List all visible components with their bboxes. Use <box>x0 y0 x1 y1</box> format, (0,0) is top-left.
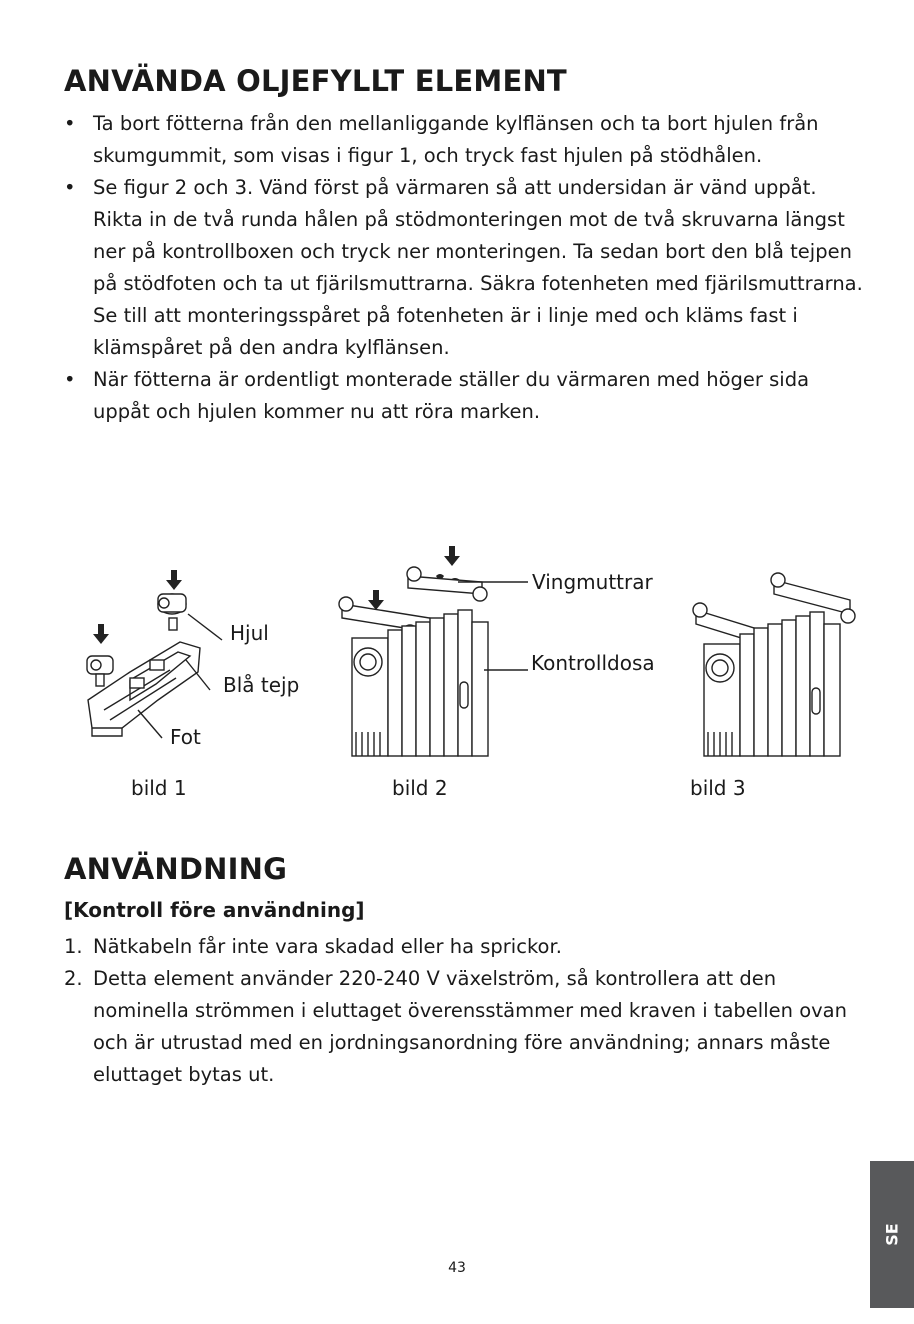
label-blue-tape: Blå tejp <box>223 673 300 697</box>
figure-2-heater-illustration <box>332 542 532 758</box>
down-arrow-icon <box>93 624 109 644</box>
list-item-text: Nätkabeln får inte vara skadad eller ha sprickor. <box>93 935 562 958</box>
heater-fins <box>704 612 840 756</box>
bullet-mark: • <box>64 368 76 391</box>
list-item <box>64 172 864 364</box>
section-title-using: ANVÄNDA OLJEFYLLT ELEMENT <box>64 64 567 98</box>
bullet-mark: • <box>64 176 76 199</box>
list-number: 1. <box>64 935 83 958</box>
list-item <box>64 364 864 428</box>
list-item-text: Se figur 2 och 3. Vänd först på värmaren så att undersidan är vänd uppåt. Rikta in de två runda hålen på stödmonteringen mot de två skruvarna längst ner på kontrollboxen och tryck ner monteringen. Ta sedan bort den blå tejpen på stödfoten och ta ut fjärilsmuttrarna. Säkra fotenheten med fjärilsmuttrarna. Se till att monteringsspåret på fotenheten är i linje med och kläms fast i klämspåret på den andra kylflänsen. <box>93 176 863 359</box>
list-item <box>64 931 864 963</box>
figure-3-caption: bild 3 <box>690 776 746 800</box>
list-item-text: Ta bort fötterna från den mellanliggande kylflänsen och ta bort hjulen från skumgummit, som visas i figur 1, och tryck fast hjulen på stödhålen. <box>93 112 819 167</box>
numbered-list <box>64 931 864 1091</box>
label-wing-nuts: Vingmuttrar <box>532 570 653 594</box>
figure-2-caption: bild 2 <box>392 776 448 800</box>
list-number: 2. <box>64 967 83 990</box>
list-item-text: När fötterna är ordentligt monterade ställer du värmaren med höger sida uppåt och hjulen kommer nu att röra marken. <box>93 368 810 423</box>
wheel-part <box>158 594 186 630</box>
list-item <box>64 108 864 172</box>
label-foot: Fot <box>170 725 201 749</box>
control-knob-icon <box>706 654 734 682</box>
language-code: SE <box>882 1223 902 1246</box>
language-tab <box>870 1161 914 1308</box>
bullet-mark: • <box>64 112 76 135</box>
section-title-usage: ANVÄNDNING <box>64 852 288 886</box>
figure-1-foot-illustration <box>70 560 240 750</box>
figure-1-caption: bild 1 <box>131 776 187 800</box>
down-arrow-icon <box>368 590 384 610</box>
down-arrow-icon <box>166 570 182 590</box>
wheel-part <box>87 656 113 686</box>
control-knob-icon <box>354 648 382 676</box>
support-bar-part <box>407 567 487 601</box>
figure-3-heater-illustration <box>690 570 866 758</box>
subsection-title: [Kontroll före användning] <box>64 898 365 922</box>
list-item <box>64 963 864 1091</box>
page-number: 43 <box>448 1260 466 1276</box>
down-arrow-icon <box>444 546 460 566</box>
label-control-box: Kontrolldosa <box>531 651 655 675</box>
list-item-text: Detta element använder 220-240 V växelström, så kontrollera att den nominella strömmen i eluttaget överensstämmer med kraven i tabellen ovan och är utrustad med en jordningsanordning före användning; annars måste eluttaget bytas ut. <box>93 967 847 1086</box>
label-wheel: Hjul <box>230 621 269 645</box>
instruction-bullet-list <box>64 108 864 428</box>
